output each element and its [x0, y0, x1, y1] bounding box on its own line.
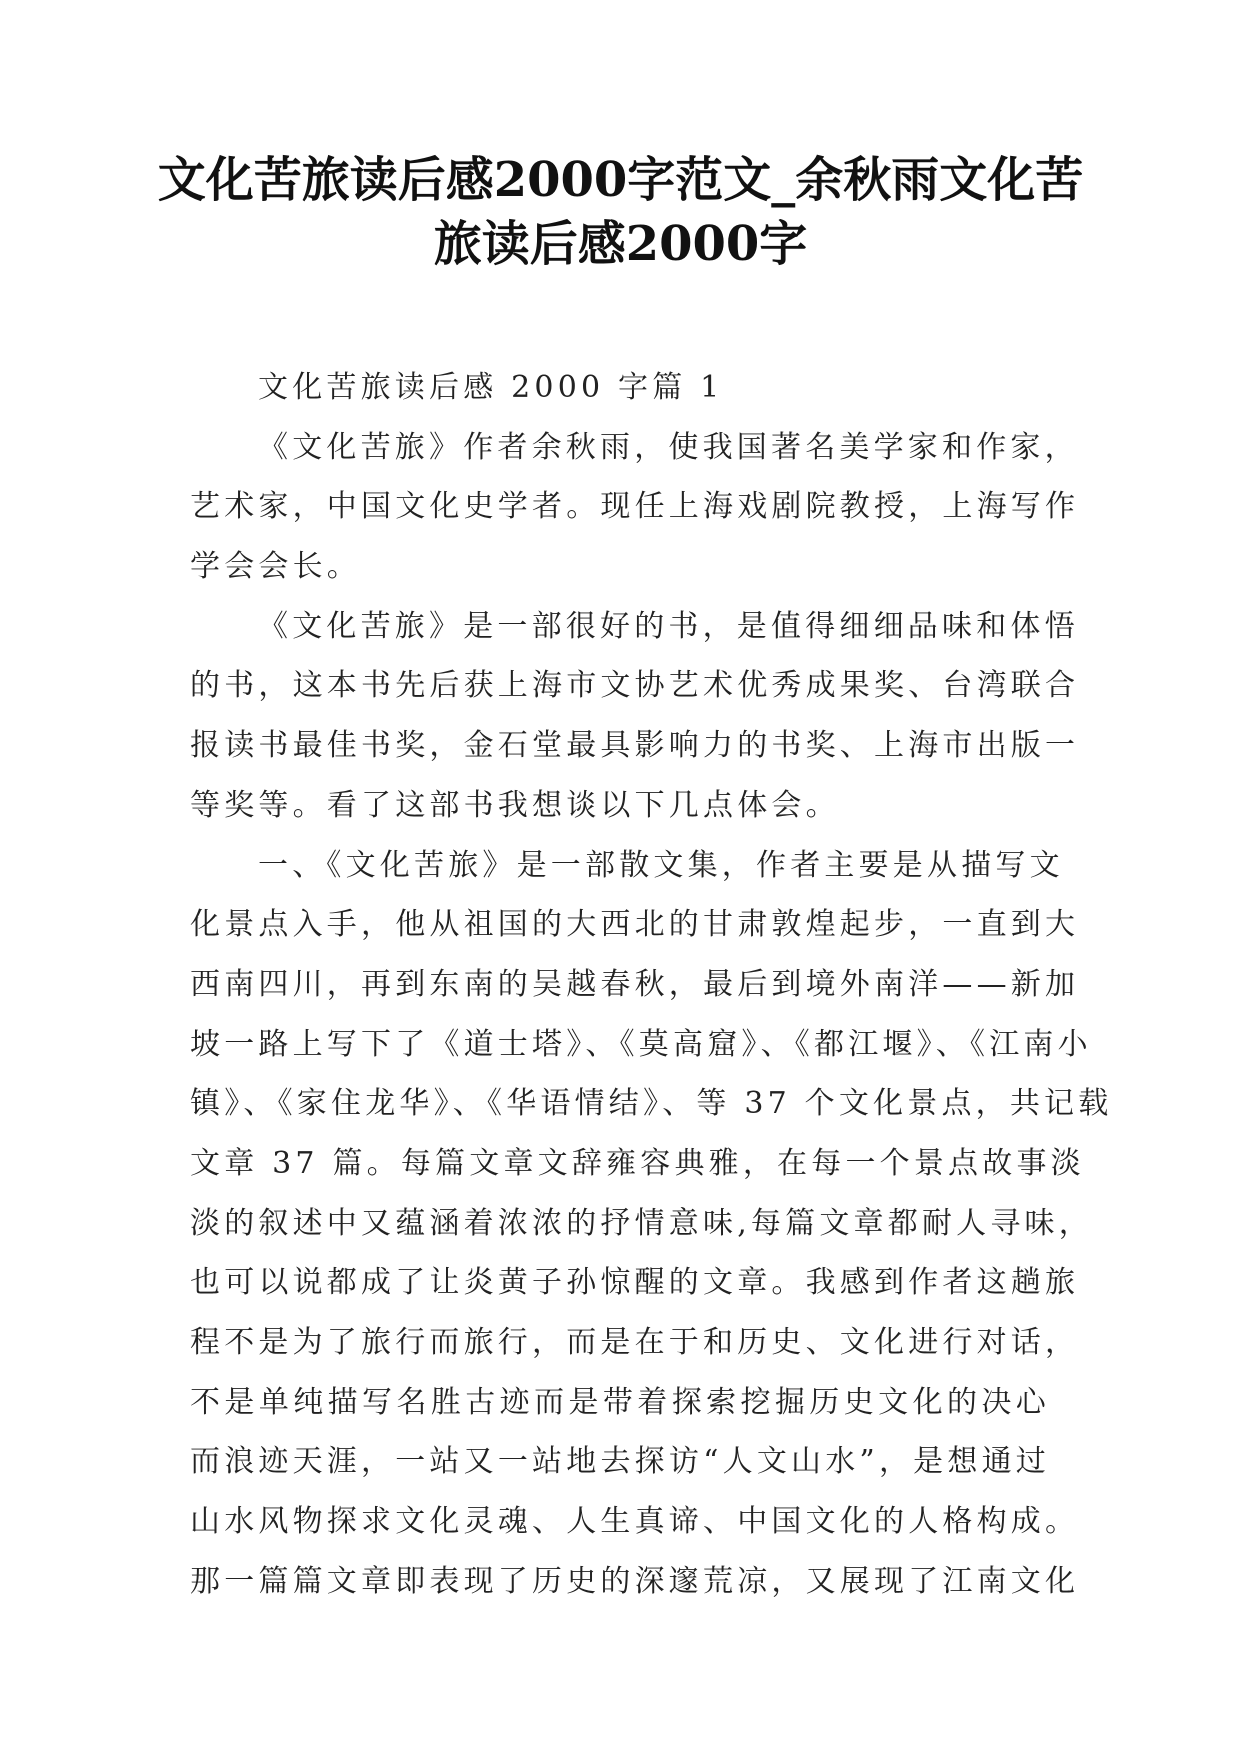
text-line: 的书，这本书先后获上海市文协艺术优秀成果奖、台湾联合: [190, 668, 1080, 704]
text-line: 也可以说都成了让炎黄子孙惊醒的文章。我感到作者这趟旅: [190, 1265, 1080, 1301]
text-line: 程不是为了旅行而旅行，而是在于和历史、文化进行对话，: [190, 1325, 1080, 1360]
text-line: 山水风物探求文化灵魂、人生真谛、中国文化的人格构成。: [190, 1504, 1080, 1540]
text-line: 淡的叙述中又蕴涵着浓浓的抒情意味,每篇文章都耐人寻味，: [190, 1205, 1093, 1241]
text-line: 而浪迹天涯，一站又一站地去探访“人文山水”，是想通过: [190, 1444, 1050, 1480]
text-line: 不是单纯描写名胜古迹而是带着探索挖掘历史文化的决心: [190, 1384, 1050, 1420]
text-line: 报读书最佳书奖，金石堂最具影响力的书奖、上海市出版一: [190, 728, 1080, 764]
text-line: 《文化苦旅》是一部很好的书，是值得细细品味和体悟: [258, 608, 1079, 644]
title-line-2: 旅读后感2000字: [433, 216, 808, 272]
text-line: 文章 37 篇。每篇文章文辞雍容典雅，在每一个景点故事淡: [190, 1145, 1085, 1181]
text-line: 学会会长。: [190, 549, 361, 585]
text-line: 那一篇篇文章即表现了历史的深邃荒凉，又展现了江南文化: [190, 1563, 1080, 1599]
title-line-1: 文化苦旅读后感2000字范文_余秋雨文化苦: [157, 152, 1084, 208]
text-line: 《文化苦旅》作者余秋雨，使我国著名美学家和作家，: [258, 429, 1079, 465]
text-line: 坡一路上写下了《道士塔》、《莫高窟》、《都江堰》、《江南小: [190, 1026, 1092, 1062]
text-line: 一、《文化苦旅》是一部散文集，作者主要是从描写文: [258, 847, 1064, 883]
text-line: 化景点入手，他从祖国的大西北的甘肃敦煌起步，一直到大: [190, 907, 1080, 943]
text-line: 文化苦旅读后感 2000 字篇 1: [258, 370, 724, 405]
text-line: 艺术家，中国文化史学者。现任上海戏剧院教授，上海写作: [190, 489, 1080, 525]
document-title: [150, 148, 1091, 276]
text-line: 等奖等。看了这部书我想谈以下几点体会。: [190, 787, 840, 823]
text-line: 镇》、《家住龙华》、《华语情结》、等 37 个文化景点，共记载: [190, 1086, 1113, 1122]
document-body: [190, 358, 1113, 1611]
text-line: 西南四川，再到东南的吴越春秋，最后到境外南洋——新加: [190, 966, 1080, 1002]
